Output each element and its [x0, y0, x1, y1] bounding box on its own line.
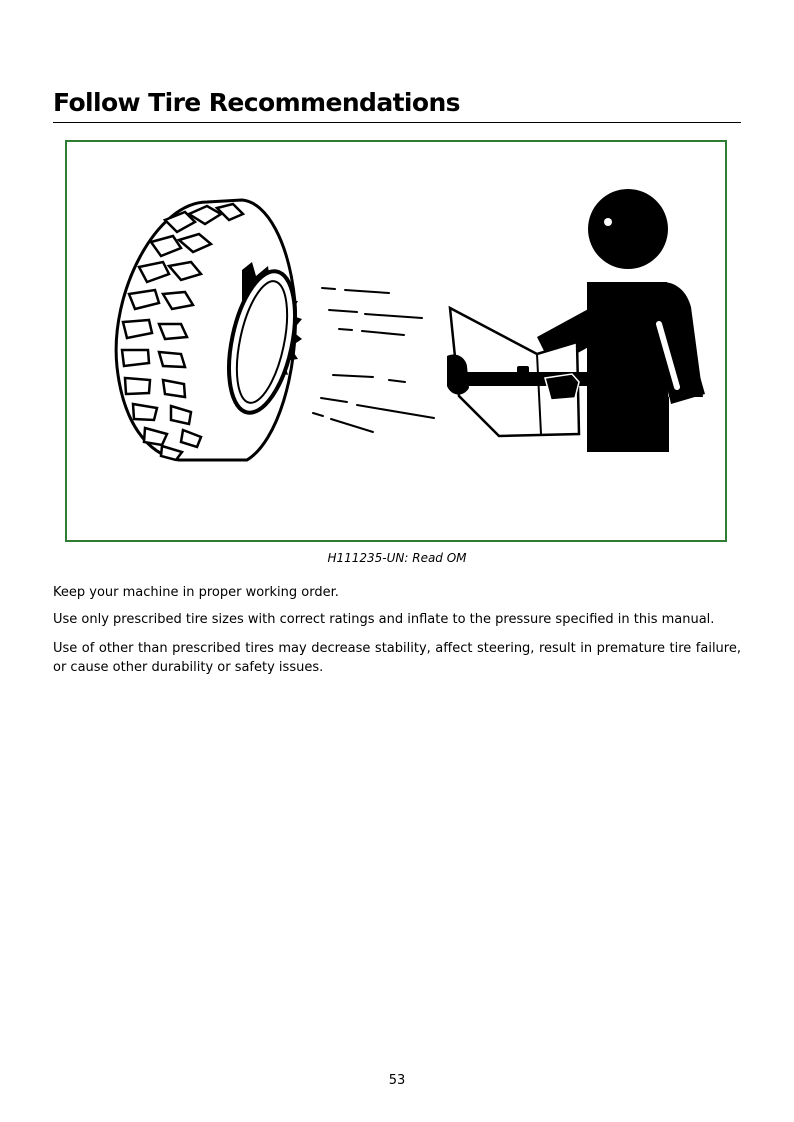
body-paragraph: Keep your machine in proper working order.: [53, 585, 339, 600]
title-divider: [53, 122, 741, 123]
page-number: 53: [388, 1073, 406, 1088]
figure-caption: H111235-UN: Read OM: [327, 551, 467, 565]
page-title: Follow Tire Recommendations: [53, 88, 460, 117]
person-right-hand: [545, 374, 579, 400]
tire-icon: [116, 200, 306, 460]
person-reading-manual-icon: [447, 189, 705, 452]
person-eye: [604, 218, 612, 226]
body-paragraph: Use only prescribed tire sizes with correct ratings and inflate to the pressure specified in this manual.: [53, 612, 715, 627]
person-head: [588, 189, 668, 269]
body-paragraph: Use of other than prescribed tires may decrease stability, affect steering, result in premature tire failure, or cause other durability or safety issues.: [53, 641, 741, 675]
figure-frame: [65, 140, 727, 542]
illustration: [67, 142, 725, 540]
motion-lines: [313, 288, 434, 432]
